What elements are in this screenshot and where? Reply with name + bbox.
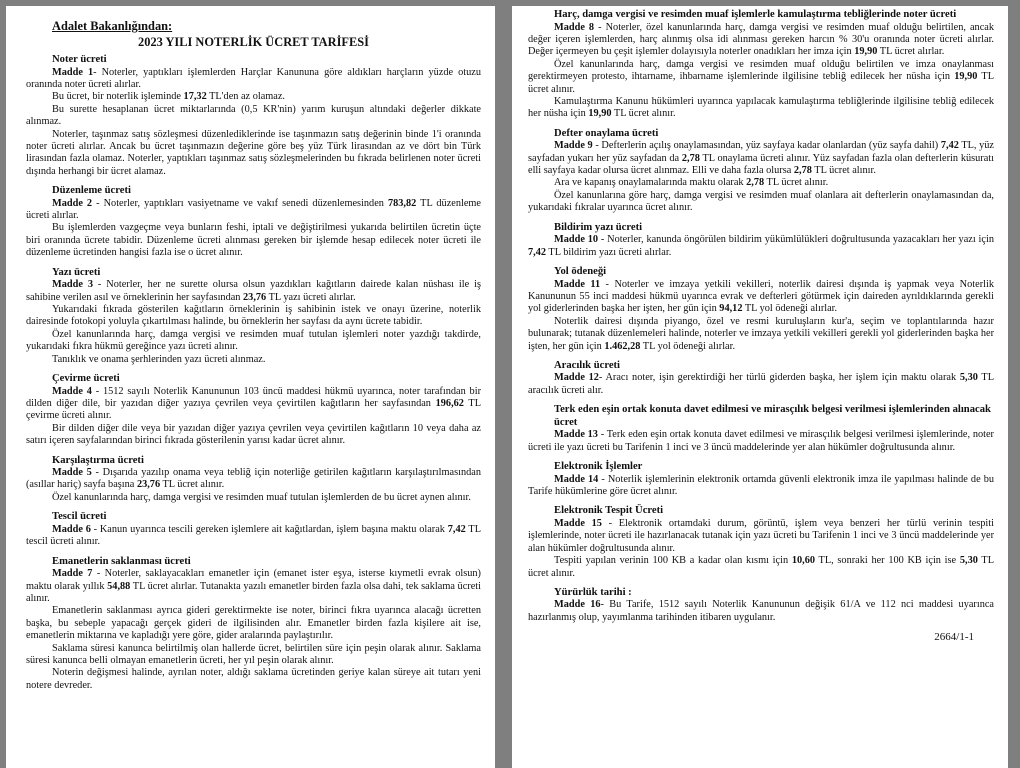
section-paragraph: Madde 4 - 1512 sayılı Noterlik Kanununun 103 üncü maddesi hükmü uyarınca, noter tarafından bir dilden diğer dile, bir yazıdan diğer yazıya çevrilen veya çevirtilen kağıtların her sayfasından 196,62 TL çevirme ücreti alınır.: [26, 385, 482, 422]
document-page-right: [512, 6, 1008, 768]
section-paragraph: Özel kanunlarında harç, damga vergisi ve resimden muaf tutulan işlemlerden de bu ücret aynen alınır.: [52, 491, 471, 503]
article-section: [26, 54, 481, 178]
section-heading: Yürürlük tarihi :: [554, 586, 632, 598]
section-paragraph: Madde 8 - Noterler, özel kanunlarında harç, damga vergisi ve resimden muaf olduğu belirtilen, ancak değer içeren işlemlerden, harç alınmış olsa idi alınması gereken harcın % 30'u oranında noter ücreti alırlar. Değer içermeyen bu çeşit işlemler dolayısıyla noterler onadıkları her imza için 19,90 TL ücret alırlar.: [528, 21, 994, 58]
section-heading: Terk eden eşin ortak konuta davet edilmesi ve mirasçılık belgesi verilmesi işlemlerinden alınacak ücret: [554, 404, 991, 428]
section-paragraph: Madde 5 - Dışarıda yazılıp onama veya tebliğ için noterliğe getirilen kağıtların karşılaştırılmasından (asıllar hariç) sayfa başına 23,76 TL ücret alınır.: [26, 467, 481, 491]
section-paragraph: Emanetlerin saklanması ayrıca gideri gerektirmekte ise noter, birinci fıkra uyarınca alacağı ücretten başka, bu sebeple yapacağı gerçek gideri de ilgilisinden alır. Emanetler birden fazla kişilere ait ise, emanetlerin miktarına ve kapladığı yere göre, gider aralarında paylaştırılır.: [26, 605, 481, 642]
section-paragraph: Madde 6 - Kanun uyarınca tescili gereken işlemlere ait kağıtlardan, işlem başına maktu olarak 7,42 TL tescil ücreti alınır.: [26, 523, 481, 548]
section-paragraph: Noterler, taşınmaz satış sözleşmesi düzenlediklerinde ise taşınmazın satış değerinin binde 1'i oranında noter ücreti alırlar. Ancak bu ücret taşınmazın değerine göre beş yüz Türk lirasından az ve dört bin Türk lirasından fazla olamaz. Noterler, yaptıkları taşınmaz satış sözleşmelerinden bu fıkrada belirlenen noter ücreti dışında herhangi bir ücret alamaz.: [26, 128, 481, 177]
section-paragraph: Madde 13 - Terk eden eşin ortak konuta davet edilmesi ve mirasçılık belgesi verilmesi işlemlerinde, noter ücreti ile yazı ücreti bu Tarifenin 1 inci ve 3 üncü maddelerinde yer alan hükümler doğrultusunda alınır.: [528, 429, 994, 453]
section-paragraph: Ara ve kapanış onaylamalarında maktu olarak 2,78 TL ücret alınır.: [554, 177, 829, 189]
section-paragraph: Noterlik dairesi dışında piyango, özel ve resmi kuruluşların kur'a, seçim ve toplantılarında hazır bulunarak; tutanak düzenlemeleri halinde, noterler ve imzaya yetkili vekilleri gerekli yol giderlerinden başka her işten, her gün için 1.462,28 TL yol ödeneği alırlar.: [528, 315, 994, 352]
section-paragraph: Madde 15 - Elektronik ortamdaki durum, görüntü, işlem veya benzeri her türlü verinin tespiti işlemlerinde, noter ücreti ile hazırlanacak tutanak için yazı ücreti bu Tarifenin 1 inci ve 3 üncü maddelerinde yer alan hükümler doğrultusunda alınır.: [528, 517, 994, 554]
section-paragraph: Madde 11 - Noterler ve imzaya yetkili vekilleri, noterlik dairesi dışında iş yapmak veya Noterlik Kanununun 55 inci maddesi hükmü uyarınca evrak ve defterleri götürmek için daireden ayrıldıklarında gerekli yol giderlerinden başka her işten, her gün için 94,12 TL yol ödeneği alırlar.: [528, 278, 994, 315]
section-paragraph: Özel kanunlarında harç, damga vergisi ve resimden muaf olduğu belirtilen ve imza onaylanması gerektirmeyen protesto, ihtarname, ihbarname işlemlerinde ilgilisine tebliğ edilecek her nüsha için 19,90 TL ücret alınır.: [528, 58, 994, 95]
article-section: [528, 461, 994, 498]
section-paragraph: Yukarıdaki fıkrada gösterilen kağıtların örneklerinin iş sahibinin istek ve onayı üzerine, noterlik dairesinde fotokopi yoluyla çıkartılması halinde, bu örneklerin her sayfası da aynı ücrete tabidir.: [26, 304, 481, 328]
article-section: [528, 587, 994, 624]
section-paragraph: Madde 10 - Noterler, kanunda öngörülen bildirim yükümlülükleri doğrultusunda yazacakları her yazı için 7,42 TL bildirim yazı ücreti alırlar.: [528, 234, 994, 258]
article-section: [528, 266, 994, 353]
section-paragraph: Özel kanunlarına göre harç, damga vergisi ve resimden muaf olanlara ait defterlerin onaylamasından da, yukarıdaki fıkralar uyarınca ücret alınır.: [528, 189, 994, 214]
section-paragraph: Madde 3 - Noterler, her ne surette olursa olsun yazdıkları kağıtların dairede kalan nüshası ile iş sahibine verilen asıl ve örneklerinin her sayfasından 23,76 TL yazı ücreti alırlar.: [26, 279, 481, 303]
section-heading: Defter onaylama ücreti: [554, 127, 659, 139]
section-paragraph: Tespiti yapılan verinin 100 KB a kadar olan kısmı için 10,60 TL, sonraki her 100 KB için ise 5,30 TL ücret alınır.: [528, 555, 994, 579]
article-section: [26, 185, 481, 260]
article-section: [26, 556, 481, 693]
article-section: [528, 9, 994, 121]
section-paragraph: Bu ücret, bir noterlik işleminde 17,32 TL'den az olamaz.: [52, 91, 286, 103]
article-section: [528, 360, 994, 397]
section-paragraph: Bu surette hesaplanan ücret miktarlarında (0,5 KR'nin) yarım kuruşun altındaki değerler dikkate alınmaz.: [26, 103, 481, 128]
section-paragraph: Bir dilden diğer dile veya bir yazıdan diğer yazıya çevrilen veya çevirtilen kağıtların 10 veya daha az satırı içeren sayfalarından birinci fıkrada gösterilenin yarısı kadar ücret alınır.: [26, 422, 481, 447]
article-section: [26, 511, 481, 548]
section-paragraph: Madde 12- Aracı noter, işin gerektirdiği her türlü giderden başka, her işlem için maktu olarak 5,30 TL aracılık ücreti alır.: [528, 372, 994, 396]
section-heading: Karşılaştırma ücreti: [52, 454, 144, 466]
section-heading: Tescil ücreti: [52, 511, 107, 523]
article-section: [528, 222, 994, 259]
section-heading: Düzenleme ücreti: [52, 185, 131, 197]
document-page-left: [6, 6, 495, 768]
section-heading: Elektronik İşlemler: [554, 461, 643, 473]
article-section: [528, 505, 994, 580]
section-paragraph: Bu işlemlerden vazgeçme veya bunların feshi, iptali ve değiştirilmesi yukarıda belirtilen ücretin üçte biri oranında ücrete tabidir. Düzenleme ücreti alınması gereken bir işlemde hesap edilecek noter ücreti ile düzenleme ücretinden hangisi fazla ise o ücret alınır.: [26, 222, 481, 259]
right-column-body: [528, 9, 994, 624]
article-section: [528, 128, 994, 215]
section-heading: Harç, damga vergisi ve resimden muaf işlemlerle kamulaştırma tebliğlerinde noter ücreti: [554, 9, 957, 20]
section-heading: Noter ücreti: [52, 54, 107, 65]
document-title: 2023 YILI NOTERLİK ÜCRET TARİFESİ: [138, 35, 369, 49]
section-heading: Emanetlerin saklanması ücreti: [52, 555, 191, 567]
section-heading: Aracılık ücreti: [554, 359, 620, 371]
section-paragraph: Madde 1- Noterler, yaptıkları işlemlerden Harçlar Kanununa göre aldıkları harçların yüzde otuzu oranında noter ücreti alırlar.: [26, 66, 481, 90]
article-section: [26, 455, 481, 505]
section-paragraph: Kamulaştırma Kanunu hükümleri uyarınca yapılacak kamulaştırma tebliğlerinde ilgilisine tebliğ edilecek her nüsha için 19,90 TL ücret alınır.: [528, 95, 994, 120]
section-paragraph: Madde 2 - Noterler, yaptıkları vasiyetname ve vakıf senedi düzenlemesinden 783,82 TL düzenleme ücreti alırlar.: [26, 197, 481, 222]
article-section: [26, 373, 481, 448]
section-heading: Çevirme ücreti: [52, 373, 120, 385]
article-section: [26, 267, 481, 366]
section-paragraph: Madde 16- Bu Tarife, 1512 sayılı Noterlik Kanununun değişik 61/A ve 112 nci maddesi uyarınca hazırlanmış olup, yayımlanma tarihinden itibaren uygulanır.: [528, 599, 995, 623]
section-paragraph: Madde 14 - Noterlik işlemlerinin elektronik ortamda güvenli elektronik imza ile yapılması halinde de bu Tarife hükümlerine göre ücret alınır.: [528, 473, 995, 497]
section-heading: Bildirim yazı ücreti: [554, 221, 643, 233]
section-heading: Elektronik Tespit Ücreti: [554, 505, 664, 517]
article-section: [528, 404, 994, 454]
section-paragraph: Özel kanunlarında harç, damga vergisi ve resimden muaf tutulan işlemleri noter yazdığı takdirde, yukarıdaki fıkra hükmü gereğince yazı ücreti alınır.: [26, 328, 481, 353]
section-paragraph: Saklama süresi kanunca belirtilmiş olan hallerde ücret, belirtilen süre için peşin olarak alınır. Saklama süresi kanunca belli olmayan emanetlerin ücreti, her yıl peşin olarak alınır.: [26, 642, 481, 666]
left-column-body: [26, 54, 481, 692]
issuer-header: Adalet Bakanlığından:: [52, 19, 173, 33]
section-heading: Yol ödeneği: [554, 266, 607, 277]
section-paragraph: Madde 9 - Defterlerin açılış onaylamasından, yüz sayfaya kadar olanlardan (yüz sayfa dahil) 7,42 TL, yüz sayfadan yukarı her yüz sayfadan da 2,78 TL onaylama ücreti alınır. Yüz sayfadan fazla olan defterlerin küsuratı elli sayfaya kadar olursa ücret alınmaz. Elli ve daha fazla olursa 2,78 TL ücret alınır.: [528, 140, 995, 177]
section-heading: Yazı ücreti: [52, 266, 101, 278]
section-paragraph: Noterin değişmesi halinde, ayrılan noter, aldığı saklama ücretinden geriye kalan süreye ait tutarı yeni notere devreder.: [26, 667, 481, 691]
section-paragraph: Tanıklık ve onama şerhlerinden yazı ücreti alınmaz.: [52, 353, 266, 365]
section-paragraph: Madde 7 - Noterler, saklayacakları emanetler için (emanet ister eşya, isterse kıymetli evrak olsun) maktu olarak yıllık 54,88 TL ücret alırlar. Tutanakta yazılı emanetler birden fazla olsa dahi, tek saklama ücreti alınır.: [26, 568, 481, 604]
page-number: 2664/1-1: [934, 631, 974, 644]
